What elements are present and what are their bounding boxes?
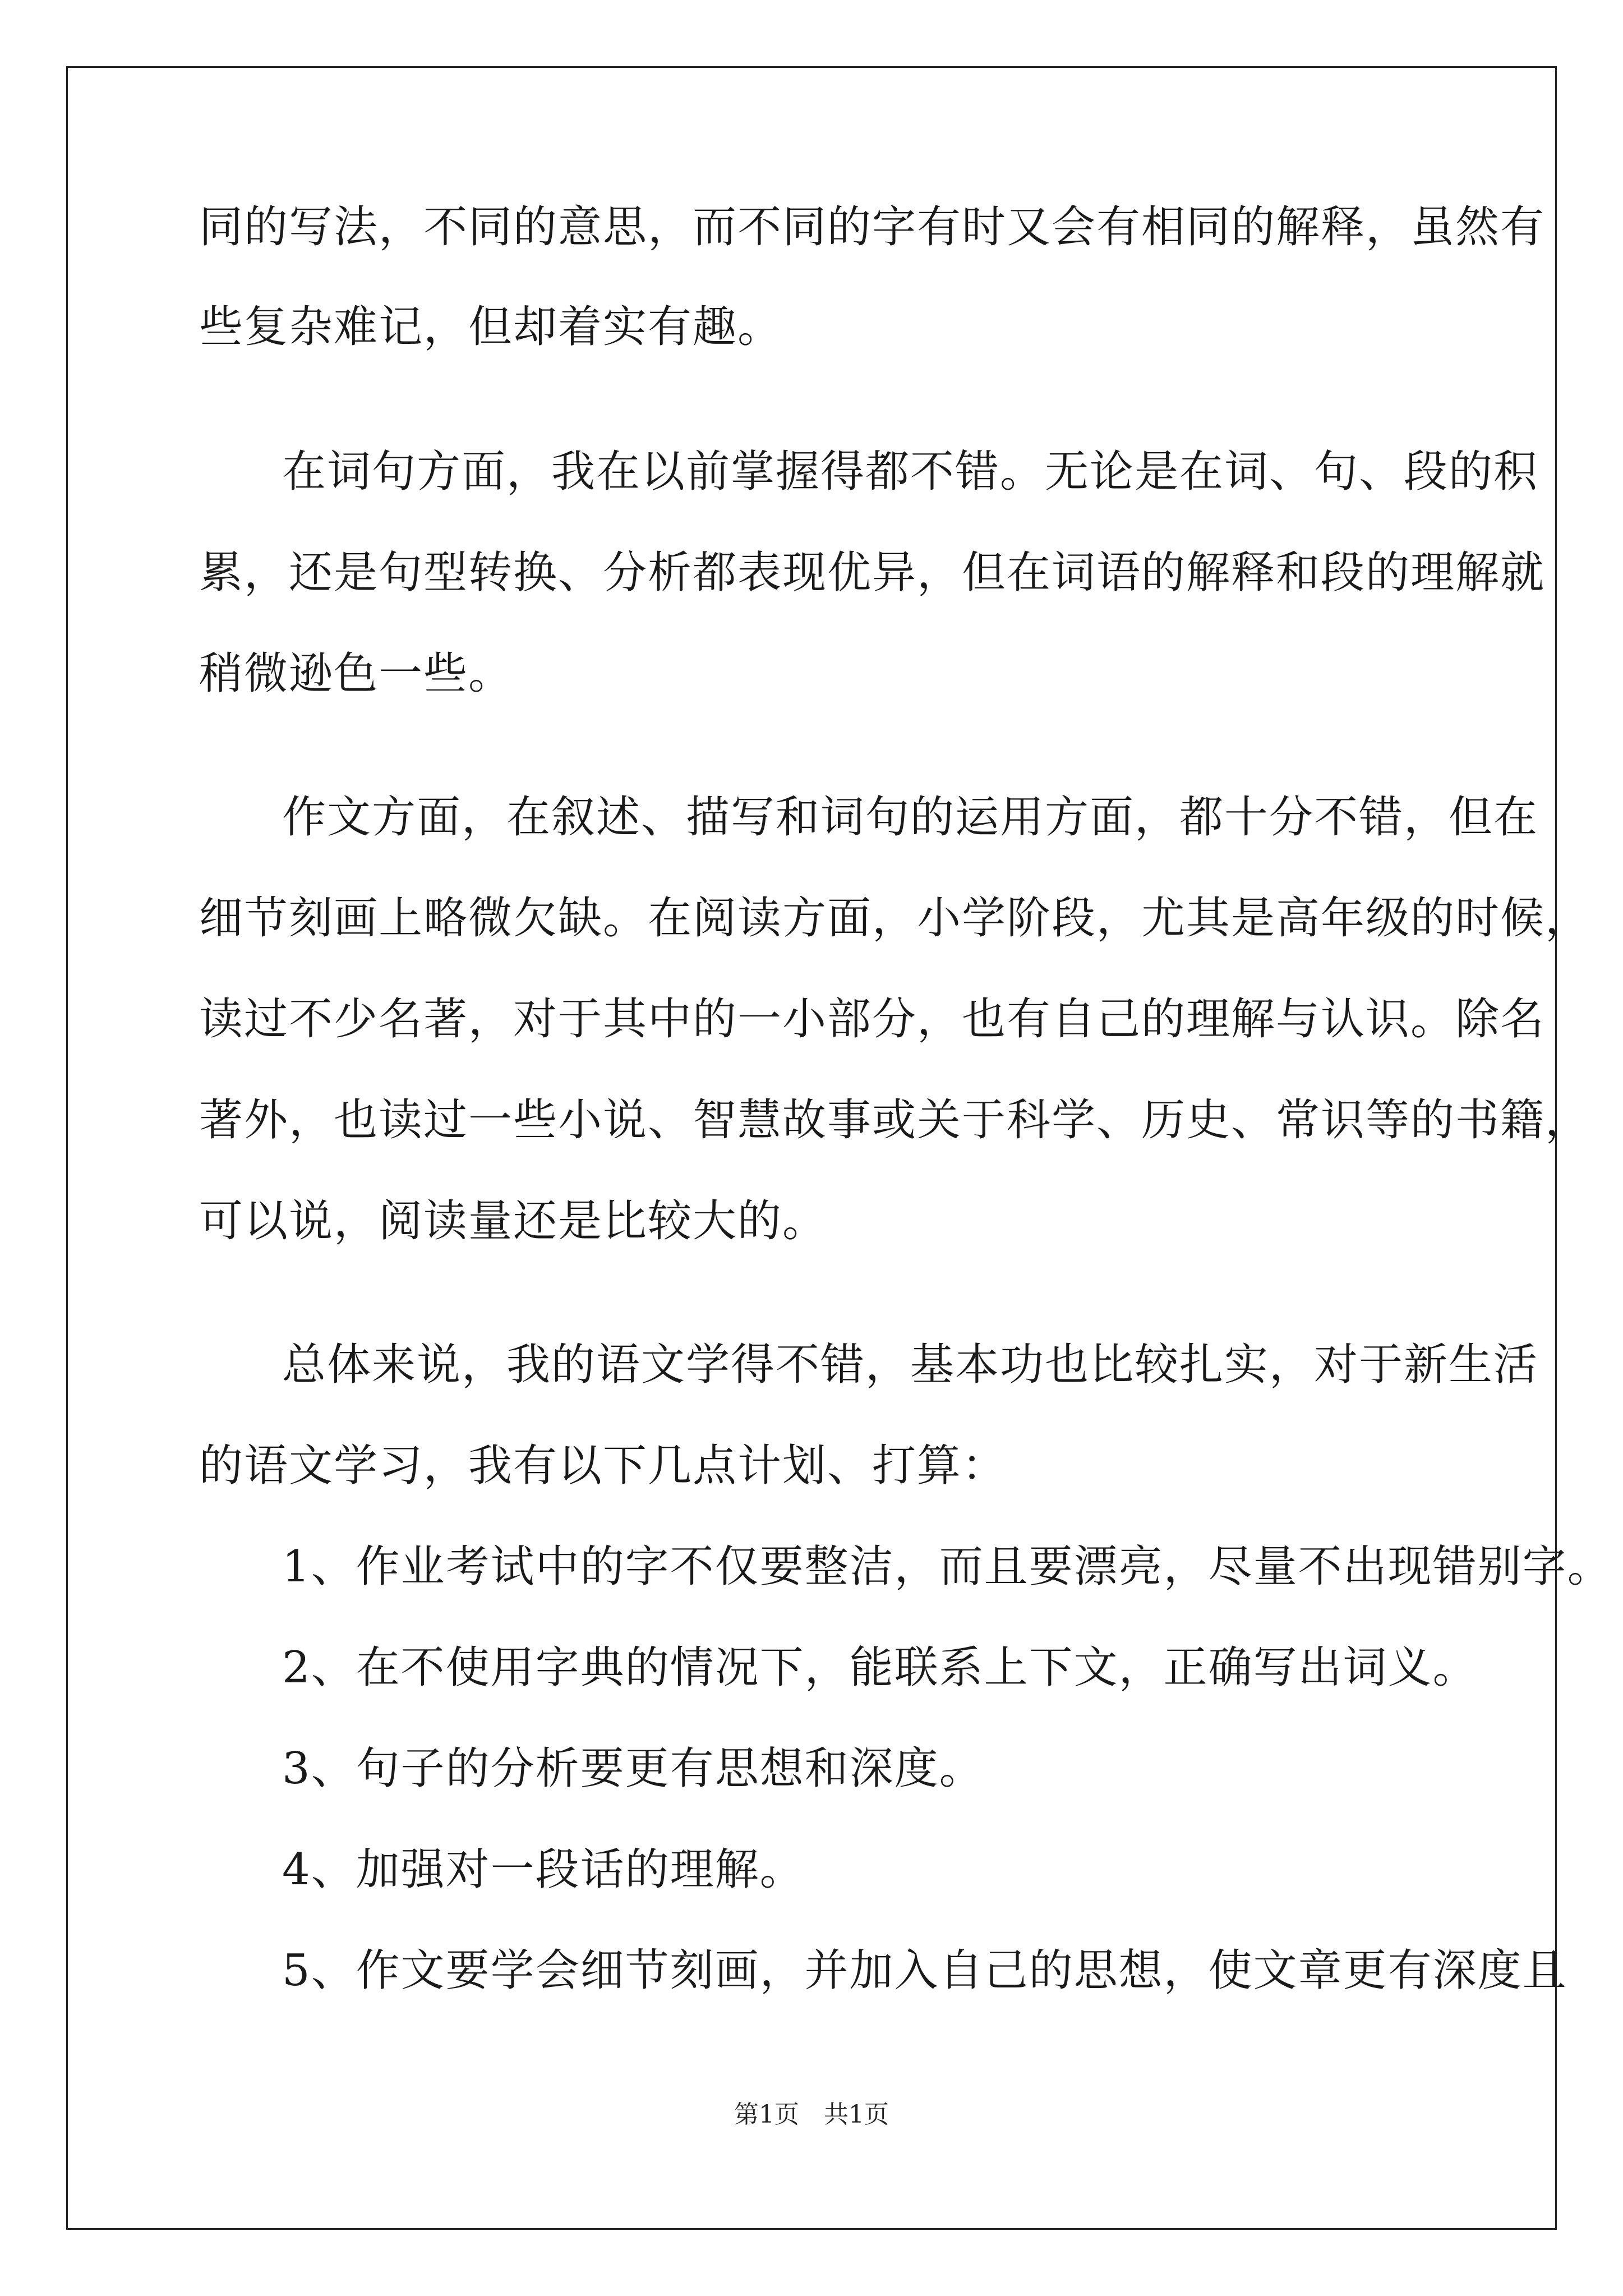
- text-line: 同的写法，不同的意思，而不同的字有时又会有相同的解释，虽然有: [199, 202, 1546, 252]
- text-line: 可以说，阅读量还是比较大的。: [199, 1196, 828, 1246]
- text-line: 著外，也读过一些小说、智慧故事或关于科学、历史、常识等的书籍，: [199, 1095, 1590, 1145]
- list-item: 3、句子的分析要更有思想和深度。: [282, 1743, 984, 1794]
- text-line: 稍微逊色一些。: [199, 648, 514, 699]
- page-border: [66, 66, 1557, 2230]
- page-number-footer: 第1页 共1页: [734, 2100, 889, 2129]
- text-line: 些复杂难记，但却着实有趣。: [199, 302, 783, 352]
- list-item: 4、加强对一段话的理解。: [282, 1844, 805, 1895]
- paragraph-start-line: 总体来说，我的语文学得不错，基本功也比较扎实，对于新生活: [282, 1340, 1539, 1390]
- list-item: 5、作文要学会细节刻画，并加入自己的思想，使文章更有深度且: [282, 1945, 1567, 1996]
- list-item: 2、在不使用字典的情况下，能联系上下文，正确写出词义。: [282, 1642, 1478, 1693]
- text-line: 细节刻画上略微欠缺。在阅读方面，小学阶段，尤其是高年级的时候，: [199, 893, 1590, 944]
- text-line: 读过不少名著，对于其中的一小部分，也有自己的理解与认识。除名: [199, 994, 1546, 1045]
- text-line: 累，还是句型转换、分析都表现优异，但在词语的解释和段的理解就: [199, 547, 1546, 598]
- list-item: 1、作业考试中的字不仅要整洁，而且要漂亮，尽量不出现错别字。: [282, 1542, 1612, 1592]
- paragraph-start-line: 在词句方面，我在以前掌握得都不错。无论是在词、句、段的积: [282, 447, 1539, 497]
- text-line: 的语文学习，我有以下几点计划、打算：: [199, 1441, 1007, 1491]
- paragraph-start-line: 作文方面，在叙述、描写和词句的运用方面，都十分不错，但在: [282, 792, 1539, 843]
